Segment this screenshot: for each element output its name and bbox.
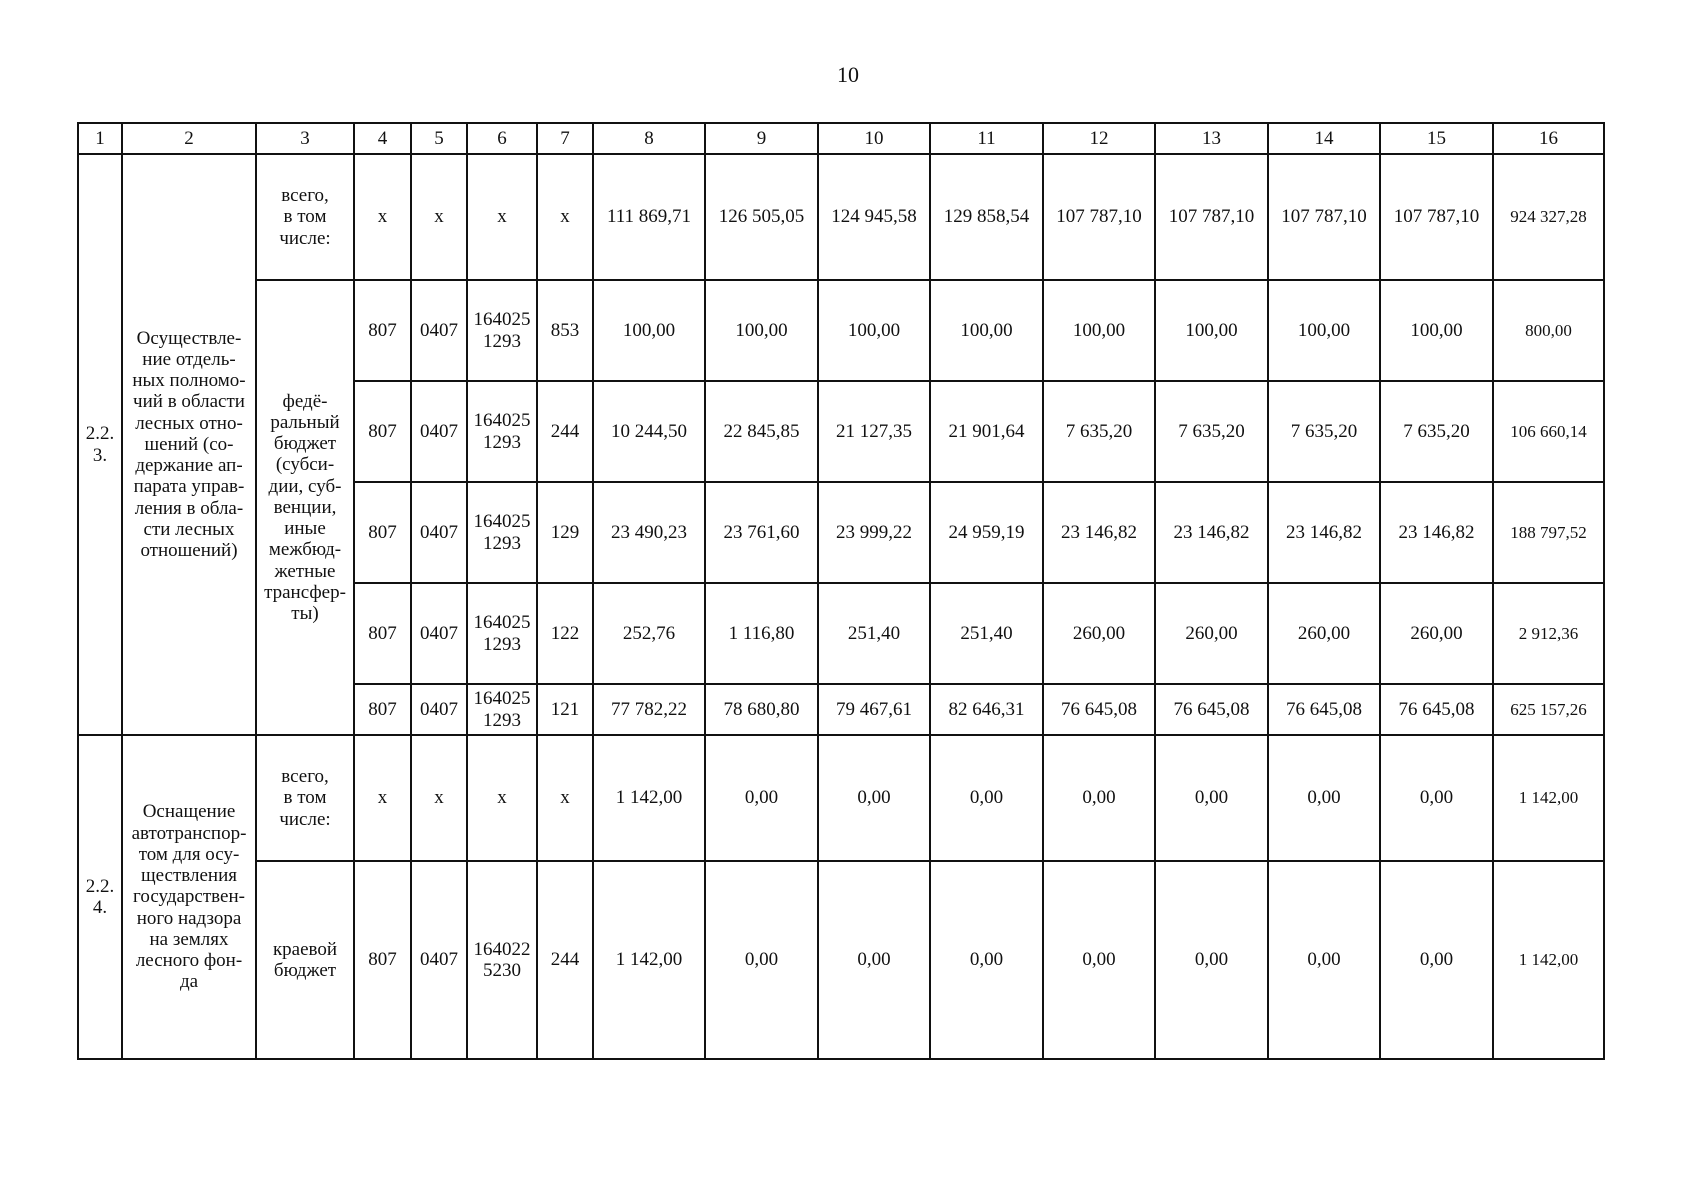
table-cell: 23 761,60 xyxy=(705,482,818,583)
table-cell: 111 869,71 xyxy=(593,154,705,280)
table-cell: 79 467,61 xyxy=(818,684,930,735)
funding-source: федё- ральный бюджет (субси- дии, суб- венции, иные межбюд- жетные трансфер- ты) xyxy=(256,280,354,735)
table-cell: 126 505,05 xyxy=(705,154,818,280)
col-header: 11 xyxy=(930,123,1043,154)
table-cell-kbk: 164025 1293 xyxy=(467,381,537,482)
header-row xyxy=(78,123,1604,154)
table-cell: 76 645,08 xyxy=(1268,684,1380,735)
row-number: 2.2. 3. xyxy=(78,154,122,735)
table-cell: 0407 xyxy=(411,482,467,583)
table-cell: 21 127,35 xyxy=(818,381,930,482)
funding-source: всего, в том числе: xyxy=(256,154,354,280)
table-cell: 78 680,80 xyxy=(705,684,818,735)
table-cell: 7 635,20 xyxy=(1380,381,1493,482)
table-cell: 107 787,10 xyxy=(1380,154,1493,280)
budget-table xyxy=(77,122,1605,1060)
table-cell: x xyxy=(354,154,411,280)
table-cell: 0,00 xyxy=(1155,735,1268,861)
table-cell-total: 2 912,36 xyxy=(1493,583,1604,684)
col-header: 6 xyxy=(467,123,537,154)
table-cell-total: 188 797,52 xyxy=(1493,482,1604,583)
table-cell: 107 787,10 xyxy=(1268,154,1380,280)
table-cell: 0407 xyxy=(411,861,467,1059)
table-cell-kbk: 164025 1293 xyxy=(467,583,537,684)
table-cell-kbk: 164022 5230 xyxy=(467,861,537,1059)
funding-source: краевой бюджет xyxy=(256,861,354,1059)
col-header: 3 xyxy=(256,123,354,154)
table-cell: x xyxy=(537,154,593,280)
col-header: 8 xyxy=(593,123,705,154)
table-cell: 0407 xyxy=(411,381,467,482)
table-cell: 22 845,85 xyxy=(705,381,818,482)
table-cell: 76 645,08 xyxy=(1380,684,1493,735)
table-cell: 24 959,19 xyxy=(930,482,1043,583)
table-cell: 0,00 xyxy=(1268,861,1380,1059)
table-cell: 100,00 xyxy=(930,280,1043,381)
table-cell: 0,00 xyxy=(1380,861,1493,1059)
table-cell: x xyxy=(354,735,411,861)
table-cell: 100,00 xyxy=(593,280,705,381)
table-cell: 77 782,22 xyxy=(593,684,705,735)
funding-source: всего, в том числе: xyxy=(256,735,354,861)
table-cell: 7 635,20 xyxy=(1043,381,1155,482)
table-cell: 107 787,10 xyxy=(1043,154,1155,280)
table-cell: 23 999,22 xyxy=(818,482,930,583)
table-cell: 124 945,58 xyxy=(818,154,930,280)
table-cell: 23 146,82 xyxy=(1380,482,1493,583)
table-cell: 0407 xyxy=(411,280,467,381)
table-cell: 807 xyxy=(354,583,411,684)
col-header: 16 xyxy=(1493,123,1604,154)
col-header: 2 xyxy=(122,123,256,154)
table-cell: x xyxy=(467,735,537,861)
table-cell: 260,00 xyxy=(1155,583,1268,684)
table-cell: 23 146,82 xyxy=(1268,482,1380,583)
table-row xyxy=(78,861,1604,1059)
table-cell: 121 xyxy=(537,684,593,735)
table-cell: 0,00 xyxy=(818,861,930,1059)
table-cell: 0,00 xyxy=(1268,735,1380,861)
table-cell: 0,00 xyxy=(1043,735,1155,861)
table-cell: 0,00 xyxy=(1380,735,1493,861)
table-cell-kbk: 164025 1293 xyxy=(467,280,537,381)
table-cell: 100,00 xyxy=(1380,280,1493,381)
table-cell: x xyxy=(537,735,593,861)
table-cell: 260,00 xyxy=(1380,583,1493,684)
col-header: 14 xyxy=(1268,123,1380,154)
table-cell-total: 924 327,28 xyxy=(1493,154,1604,280)
table-cell: 0,00 xyxy=(930,735,1043,861)
table-cell-total: 1 142,00 xyxy=(1493,861,1604,1059)
table-cell: 23 146,82 xyxy=(1043,482,1155,583)
table-cell: 100,00 xyxy=(1268,280,1380,381)
table-cell: 7 635,20 xyxy=(1155,381,1268,482)
col-header: 5 xyxy=(411,123,467,154)
table-cell: 252,76 xyxy=(593,583,705,684)
activity-name: Оснащение автотранспор- том для осу- ществления государствен- ного надзора на землях лесного фон- да xyxy=(122,735,256,1059)
col-header: 7 xyxy=(537,123,593,154)
table-cell: 244 xyxy=(537,381,593,482)
col-header: 9 xyxy=(705,123,818,154)
page-number: 10 xyxy=(837,62,859,87)
table-cell-total: 1 142,00 xyxy=(1493,735,1604,861)
table-cell: 23 490,23 xyxy=(593,482,705,583)
table-cell: 251,40 xyxy=(818,583,930,684)
table-cell: 1 116,80 xyxy=(705,583,818,684)
table-row-total xyxy=(78,154,1604,280)
table-cell: 260,00 xyxy=(1268,583,1380,684)
table-cell: 0,00 xyxy=(930,861,1043,1059)
col-header: 12 xyxy=(1043,123,1155,154)
table-cell: 0,00 xyxy=(705,861,818,1059)
table-cell-total: 106 660,14 xyxy=(1493,381,1604,482)
row-number: 2.2. 4. xyxy=(78,735,122,1059)
table-cell: 0,00 xyxy=(705,735,818,861)
table-cell: 129 xyxy=(537,482,593,583)
table-cell: 807 xyxy=(354,280,411,381)
table-cell: 82 646,31 xyxy=(930,684,1043,735)
table-cell: 23 146,82 xyxy=(1155,482,1268,583)
table-cell: 807 xyxy=(354,482,411,583)
table-cell: 21 901,64 xyxy=(930,381,1043,482)
table-row-total xyxy=(78,735,1604,861)
table-cell: 0,00 xyxy=(818,735,930,861)
table-cell: 0407 xyxy=(411,583,467,684)
table-cell: 7 635,20 xyxy=(1268,381,1380,482)
col-header: 10 xyxy=(818,123,930,154)
table-cell: 1 142,00 xyxy=(593,861,705,1059)
table-cell: 0407 xyxy=(411,684,467,735)
col-header: 15 xyxy=(1380,123,1493,154)
table-cell: x xyxy=(411,154,467,280)
table-cell: 251,40 xyxy=(930,583,1043,684)
activity-name: Осуществле- ние отдель- ных полномо- чий в области лесных отно- шений (со- держание ап- парата управ- ления в обла- сти лесных отношений) xyxy=(122,154,256,735)
table-cell: 76 645,08 xyxy=(1043,684,1155,735)
table-cell: 853 xyxy=(537,280,593,381)
table-cell: 1 142,00 xyxy=(593,735,705,861)
table-cell: 807 xyxy=(354,381,411,482)
table-row xyxy=(78,280,1604,381)
col-header: 13 xyxy=(1155,123,1268,154)
table-cell: 122 xyxy=(537,583,593,684)
table-cell: 76 645,08 xyxy=(1155,684,1268,735)
table-cell: 807 xyxy=(354,684,411,735)
table-cell: 100,00 xyxy=(1155,280,1268,381)
table-cell: 10 244,50 xyxy=(593,381,705,482)
table-cell: 244 xyxy=(537,861,593,1059)
table-cell: 129 858,54 xyxy=(930,154,1043,280)
table-cell: x xyxy=(411,735,467,861)
table-cell-total: 625 157,26 xyxy=(1493,684,1604,735)
table-cell: 807 xyxy=(354,861,411,1059)
col-header: 1 xyxy=(78,123,122,154)
table-cell-kbk: 164025 1293 xyxy=(467,482,537,583)
table-cell: 100,00 xyxy=(1043,280,1155,381)
table-cell: 107 787,10 xyxy=(1155,154,1268,280)
table-cell: x xyxy=(467,154,537,280)
col-header: 4 xyxy=(354,123,411,154)
table-cell: 100,00 xyxy=(705,280,818,381)
table-cell: 100,00 xyxy=(818,280,930,381)
table-cell: 260,00 xyxy=(1043,583,1155,684)
table-cell-total: 800,00 xyxy=(1493,280,1604,381)
table-cell: 0,00 xyxy=(1155,861,1268,1059)
table-cell-kbk: 164025 1293 xyxy=(467,684,537,735)
table-cell: 0,00 xyxy=(1043,861,1155,1059)
